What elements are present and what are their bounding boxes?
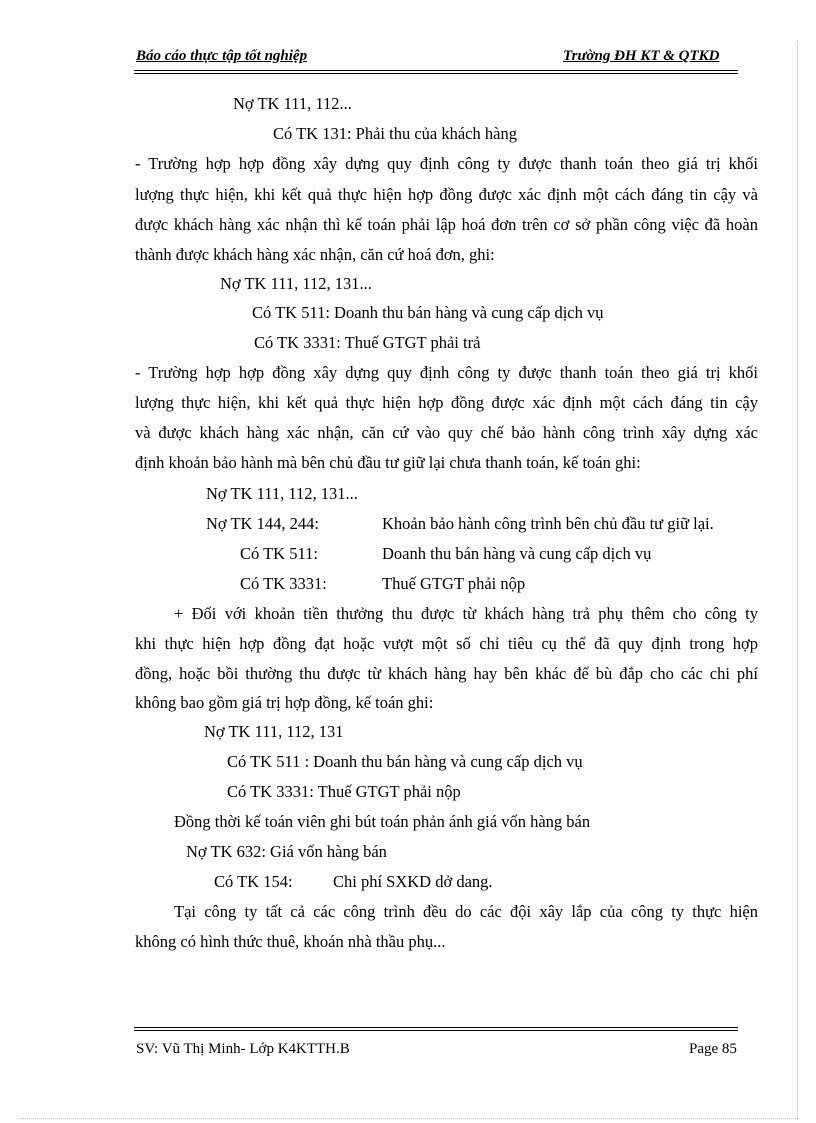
paragraph-line: định khoản bảo hành mà bên chủ đầu tư giữ lại chưa thanh toán, kế toán ghi: xyxy=(135,453,641,472)
entry-debit-line: Nợ TK 111, 112, 131 xyxy=(204,722,344,741)
header-divider xyxy=(134,70,738,74)
paragraph-line: Tại công ty tất cả các công trình đều do các đội xây lắp của công ty thực hiện xyxy=(174,902,758,921)
paragraph-line: đồng, hoặc bồi thường thu được từ khách hàng hay bên khác để bù đắp cho các chi phí xyxy=(135,664,758,683)
paragraph-line: được khách hàng xác nhận thì kế toán phải lập hoá đơn trên cơ sở phần công việc đã hoàn xyxy=(135,215,758,234)
entry-description: Khoản bảo hành công trình bên chủ đầu tư giữ lại. xyxy=(382,514,714,533)
footer-divider xyxy=(134,1027,738,1031)
paragraph-line: khi thực hiện hợp đồng đạt hoặc vượt một số chỉ tiêu cụ thể đã quy định trong hợp xyxy=(135,634,758,653)
paragraph-line: lượng thực hiện, khi kết quả thực hiện hợp đồng được xác định một cách đáng tin cậy và xyxy=(135,185,758,204)
footer-student-info: SV: Vũ Thị Minh- Lớp K4KTTH.B xyxy=(136,1041,350,1057)
footer-page-number: Page 85 xyxy=(689,1041,737,1057)
entry-description: Chi phí SXKD dở dang. xyxy=(333,872,493,891)
entry-debit-line: Nợ TK 111, 112, 131... xyxy=(206,484,358,503)
entry-description: Doanh thu bán hàng và cung cấp dịch vụ xyxy=(382,544,652,563)
entry-account: Có TK 3331: xyxy=(240,574,327,593)
paragraph-line: - Trường hợp hợp đồng xây dựng quy định công ty được thanh toán theo giá trị khối xyxy=(135,363,758,382)
entry-credit-line: Có TK 511 : Doanh thu bán hàng và cung cấp dịch vụ xyxy=(227,752,583,771)
page-border-bottom xyxy=(20,1118,798,1119)
paragraph-line: - Trường hợp hợp đồng xây dựng quy định công ty được thanh toán theo giá trị khối xyxy=(135,154,758,173)
entry-debit-line: Nợ TK 632: Giá vốn hàng bán xyxy=(186,842,387,861)
entry-account: Có TK 154: xyxy=(214,872,293,891)
entry-credit-line: Có TK 511: Doanh thu bán hàng và cung cấp dịch vụ xyxy=(252,303,604,322)
entry-description: Thuế GTGT phải nộp xyxy=(382,574,526,593)
paragraph-line: thành được khách hàng xác nhận, căn cứ hoá đơn, ghi: xyxy=(135,245,495,264)
header-school-name: Trường ĐH KT & QTKD xyxy=(563,48,720,64)
page-border-right xyxy=(797,40,798,1120)
paragraph-line: không có hình thức thuê, khoán nhà thầu phụ... xyxy=(135,932,446,951)
entry-debit-line: Nợ TK 111, 112, 131... xyxy=(220,274,372,293)
entry-credit-line: Có TK 131: Phải thu của khách hàng xyxy=(273,124,517,143)
paragraph-line: + Đối với khoản tiền thưởng thu được từ khách hàng trả phụ thêm cho công ty xyxy=(174,604,758,623)
entry-credit-line: Có TK 3331: Thuế GTGT phải nộp xyxy=(227,782,461,801)
paragraph-line: và được khách hàng xác nhận, căn cứ vào quy chế bảo hành công trình xây dựng xác xyxy=(135,423,758,442)
paragraph-line: không bao gồm giá trị hợp đồng, kế toán ghi: xyxy=(135,693,434,712)
paragraph-line: Đồng thời kế toán viên ghi bút toán phản ánh giá vốn hàng bán xyxy=(174,812,591,831)
entry-credit-line: Có TK 3331: Thuế GTGT phải trả xyxy=(254,333,481,352)
header-report-title: Báo cáo thực tập tốt nghiệp xyxy=(136,48,308,64)
entry-account: Có TK 511: xyxy=(240,544,318,563)
entry-debit-line: Nợ TK 111, 112... xyxy=(233,94,352,113)
paragraph-line: lượng thực hiện, khi kết quả thực hiện hợp đồng được xác định một cách đáng tin cậy xyxy=(135,393,758,412)
entry-account: Nợ TK 144, 244: xyxy=(206,514,319,533)
